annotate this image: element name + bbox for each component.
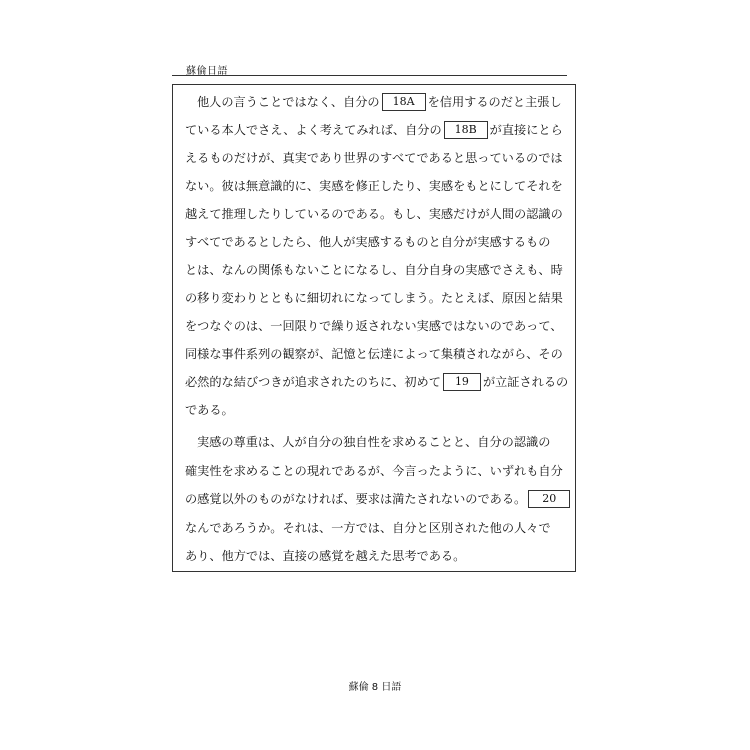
passage-line-17: あり、他方では、直接の感覚を越えた思考である。 xyxy=(185,549,466,563)
passage-text: が直接にとら xyxy=(489,123,563,137)
passage-text: を信用するのだと主張し xyxy=(427,95,562,109)
passage-line-3: えるものだけが、真実であり世界のすべてであると思っているのでは xyxy=(185,151,563,165)
passage-line-10: 同様な事件系列の観察が、記憶と伝達によって集積されながら、その xyxy=(185,347,563,361)
passage-line-15 xyxy=(185,490,572,508)
passage-line-4: ない。彼は無意識的に、実感を修正したり、実感をもとにしてそれを xyxy=(185,179,563,193)
passage-line-9: をつなぐのは、一回限りで繰り返されない実感ではないのであって、 xyxy=(185,319,563,333)
passage-line-5: 越えて推理したりしているのである。もし、実感だけが人間の認識の xyxy=(185,207,563,221)
passage-line-11 xyxy=(185,373,568,391)
blank-18b: 18B xyxy=(444,121,488,139)
passage-line-6: すべてであるとしたら、他人が実感するものと自分が実感するもの xyxy=(185,235,551,249)
passage-line-13: 実感の尊重は、人が自分の独自性を求めることと、自分の認識の xyxy=(197,435,551,449)
page-footer: 蘇倫 8 日語 xyxy=(348,682,402,693)
passage-line-16: なんであろうか。それは、一方では、自分と区別された他の人々で xyxy=(185,521,551,535)
header-label: 蘇倫日語 xyxy=(186,66,228,77)
passage-text: の感覚以外のものがなければ、要求は満たされないのである。 xyxy=(185,492,527,506)
passage-line-7: とは、なんの関係もないことになるし、自分自身の実感でさえも、時 xyxy=(185,263,563,277)
passage-text: 他人の言うことではなく、自分の xyxy=(197,95,380,109)
passage-text: 必然的な結びつきが追求されたのちに、初めて xyxy=(185,375,441,389)
passage-line-2 xyxy=(185,121,563,139)
blank-20: 20 xyxy=(528,490,570,508)
blank-18a: 18A xyxy=(382,93,426,111)
header-rule xyxy=(172,75,567,76)
blank-19: 19 xyxy=(443,373,481,391)
passage-text: が立証されるの xyxy=(482,375,569,389)
passage-line-8: の移り変わりとともに細切れになってしまう。たとえば、原因と結果 xyxy=(185,291,563,305)
passage-line-12: である。 xyxy=(185,403,234,417)
passage-line-1 xyxy=(197,93,562,111)
passage-text: ている本人でさえ、よく考えてみれば、自分の xyxy=(185,123,442,137)
passage-line-14: 確実性を求めることの現れであるが、今言ったように、いずれも自分 xyxy=(185,464,563,478)
